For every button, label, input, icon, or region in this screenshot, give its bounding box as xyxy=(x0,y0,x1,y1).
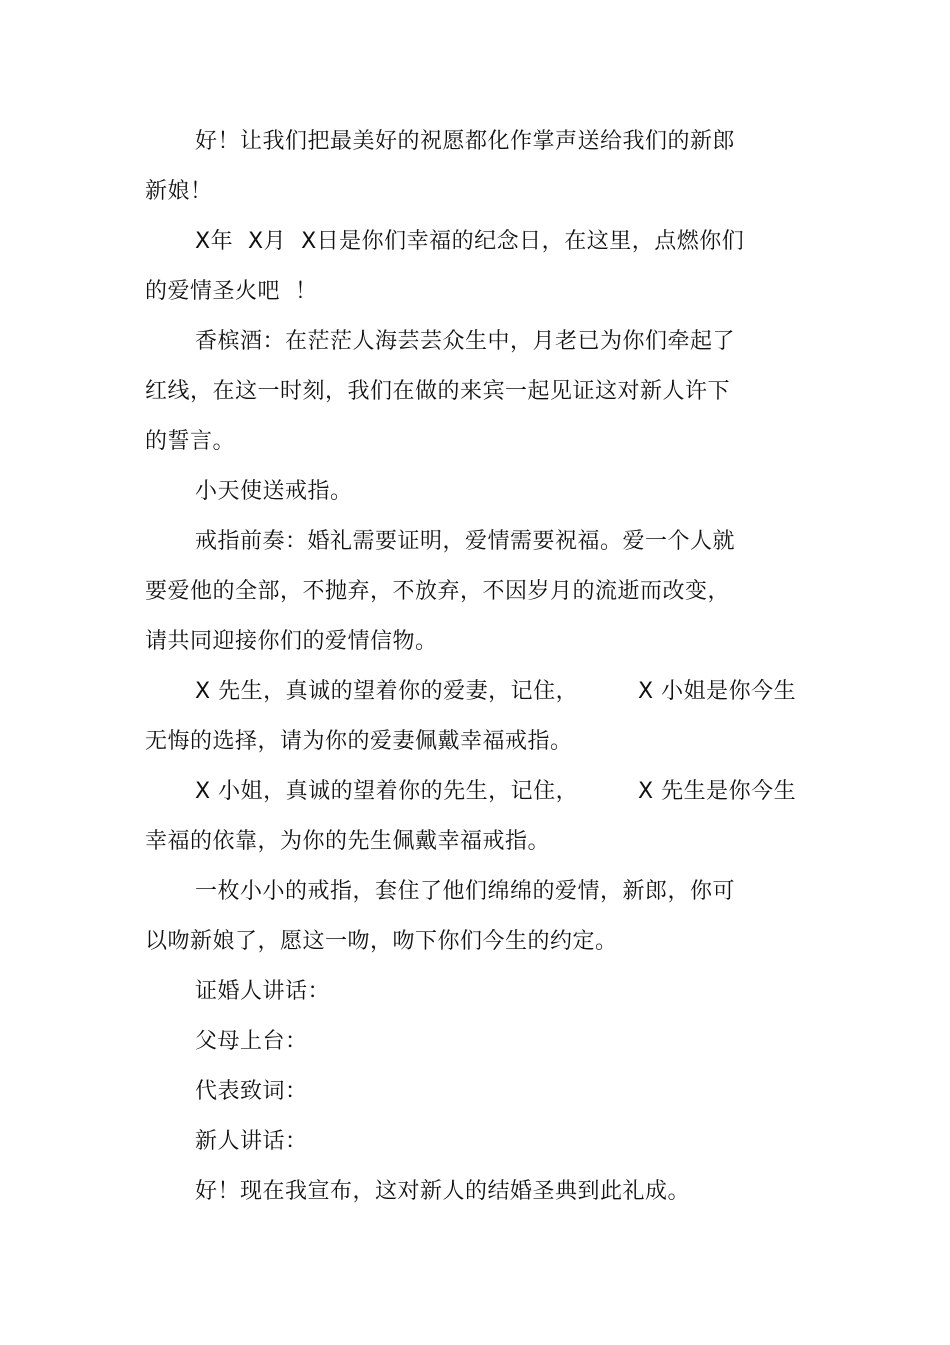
text-line: 红线，在这一时刻，我们在做的来宾一起见证这对新人许下 xyxy=(145,379,731,404)
text-line: 要爱他的全部，不抛弃，不放弃，不因岁月的流逝而改变， xyxy=(145,579,731,604)
text-line: 新人讲话： xyxy=(195,1129,308,1154)
text-line: 父母上台： xyxy=(195,1029,308,1054)
text-line: 请共同迎接你们的爱情信物。 xyxy=(145,629,438,654)
text-line: 好！让我们把最美好的祝愿都化作掌声送给我们的新郎 xyxy=(195,129,736,154)
text-line: 戒指前奏：婚礼需要证明，爱情需要祝福。爱一个人就 xyxy=(195,529,736,554)
text-line: 小天使送戒指。 xyxy=(195,479,353,504)
text-line: X 先生，真诚的望着你的爱妻，记住， X 小姐是你今生 xyxy=(195,679,797,704)
text-line: 以吻新娘了，愿这一吻，吻下你们今生的约定。 xyxy=(145,929,618,954)
text-line: 无悔的选择，请为你的爱妻佩戴幸福戒指。 xyxy=(145,729,573,754)
text-line: 好！现在我宣布，这对新人的结婚圣典到此礼成。 xyxy=(195,1179,691,1204)
text-line: 一枚小小的戒指，套住了他们绵绵的爱情，新郎，你可 xyxy=(195,879,736,904)
text-line: 香槟酒：在茫茫人海芸芸众生中，月老已为你们牵起了 xyxy=(195,329,736,354)
text-line: 代表致词： xyxy=(195,1079,308,1104)
text-line: 新娘！ xyxy=(145,179,213,204)
text-line: X年 X月 X日是你们幸福的纪念日，在这里，点燃你们 xyxy=(195,229,745,254)
text-line: 证婚人讲话： xyxy=(195,979,331,1004)
text-line: X 小姐，真诚的望着你的先生，记住， X 先生是你今生 xyxy=(195,779,797,804)
text-line: 的爱情圣火吧 ！ xyxy=(145,279,318,304)
text-line: 的誓言。 xyxy=(145,429,236,454)
text-line: 幸福的依靠，为你的先生佩戴幸福戒指。 xyxy=(145,829,551,854)
